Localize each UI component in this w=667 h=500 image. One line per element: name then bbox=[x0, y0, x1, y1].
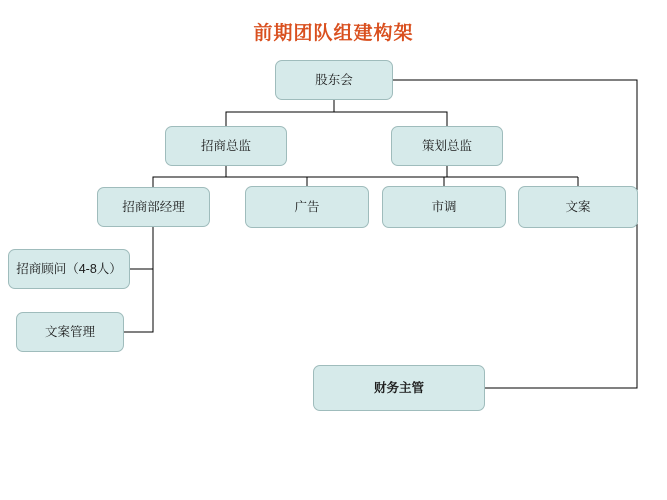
node-label: 招商总监 bbox=[200, 138, 251, 153]
node-label: 财务主管 bbox=[373, 380, 424, 395]
shareholders-to-planning-director bbox=[334, 112, 447, 126]
shareholders-to-investment-director bbox=[226, 100, 334, 126]
node-label: 招商部经理 bbox=[122, 199, 185, 214]
node-planning-director[interactable] bbox=[391, 126, 503, 166]
node-label: 文案管理 bbox=[44, 324, 95, 339]
node-investment-manager[interactable] bbox=[97, 187, 210, 227]
manager-to-advisors bbox=[130, 227, 153, 269]
node-label: 市调 bbox=[431, 199, 457, 214]
node-copy-management[interactable] bbox=[16, 312, 124, 352]
node-label: 策划总监 bbox=[421, 138, 472, 153]
node-investment-director[interactable] bbox=[165, 126, 287, 166]
node-label: 文案 bbox=[565, 199, 591, 214]
node-finance-supervisor[interactable] bbox=[313, 365, 485, 411]
node-investment-advisors[interactable] bbox=[8, 249, 130, 289]
node-copywriting[interactable] bbox=[518, 186, 638, 228]
page-title: 前期团队组建构架 bbox=[253, 23, 414, 44]
node-label: 股东会 bbox=[315, 72, 353, 87]
node-market-research[interactable] bbox=[382, 186, 506, 228]
node-label: 广告 bbox=[294, 199, 320, 214]
investment-director-to-advertising bbox=[226, 177, 307, 186]
node-shareholders[interactable] bbox=[275, 60, 393, 100]
node-advertising[interactable] bbox=[245, 186, 369, 228]
node-label: 招商顾问（4-8人） bbox=[16, 261, 122, 276]
investment-director-to-manager bbox=[153, 166, 226, 187]
